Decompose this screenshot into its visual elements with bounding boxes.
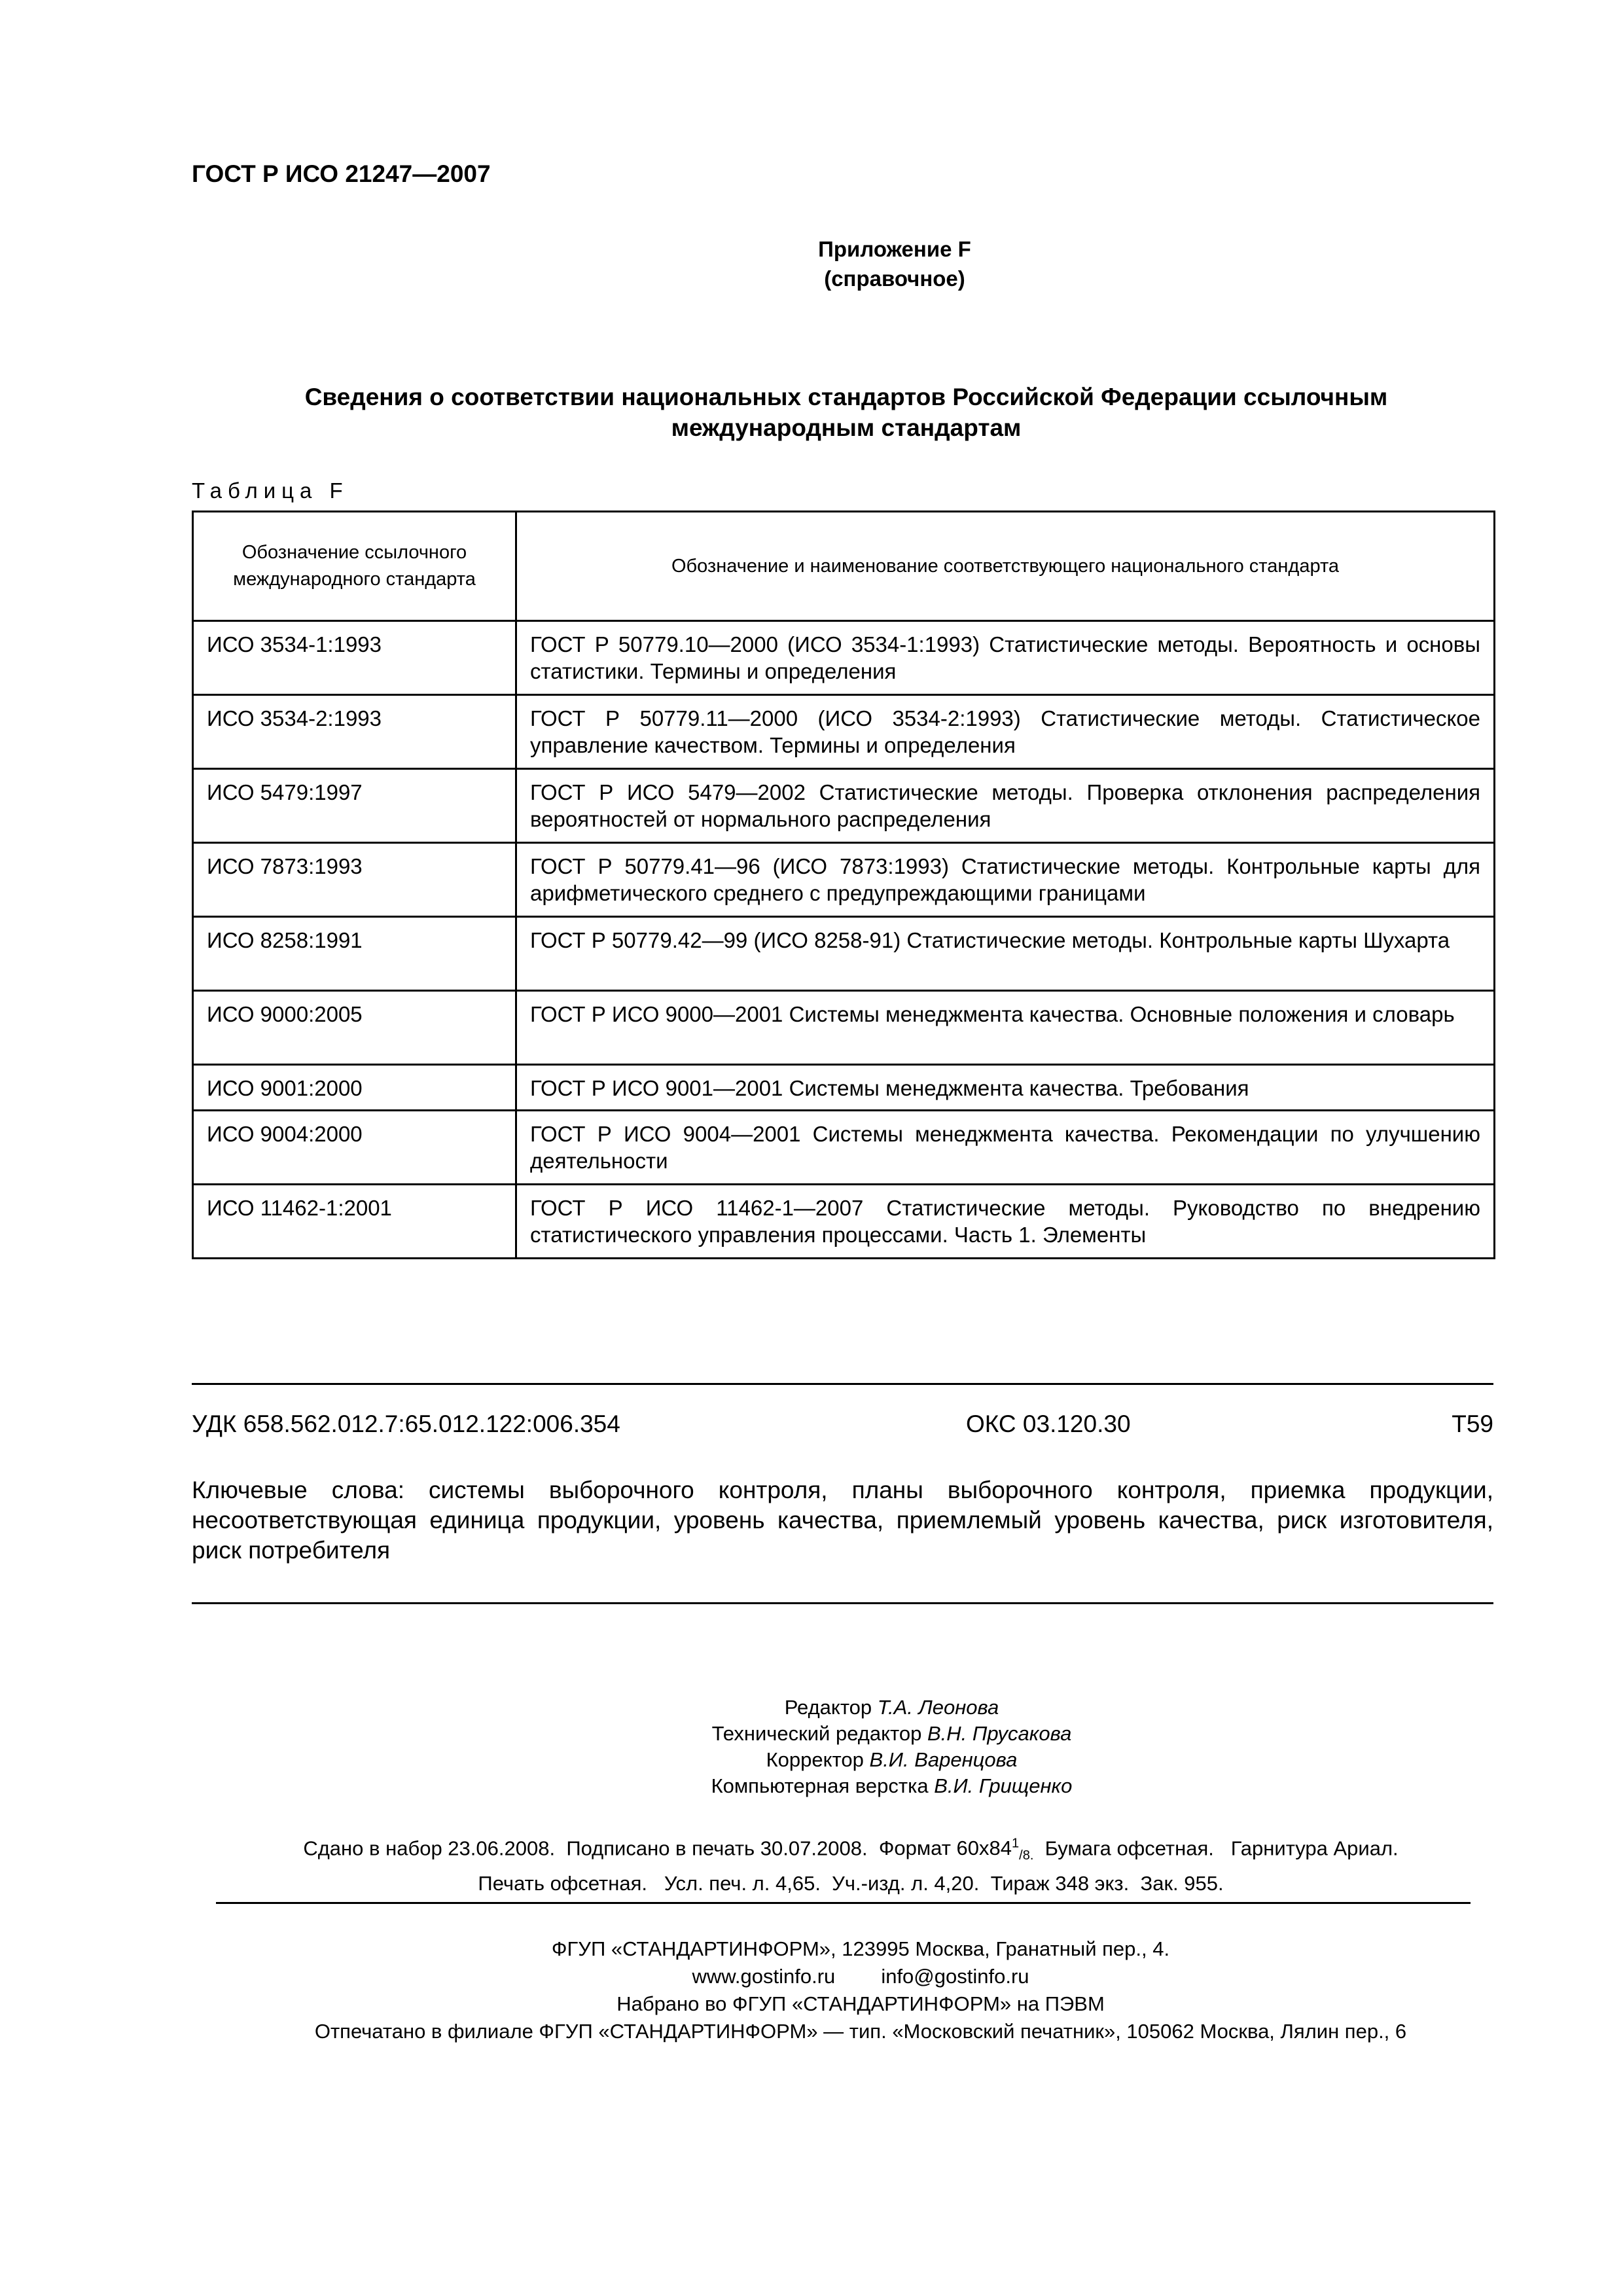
section-title bbox=[192, 382, 1501, 443]
table-row bbox=[193, 1111, 1495, 1185]
imprint-pub-sheets: Уч.-изд. л. 4,20. bbox=[832, 1871, 980, 1895]
international-standard-cell: ИСО 11462-1:2001 bbox=[193, 1185, 516, 1259]
credit-proofreader bbox=[0, 1747, 1623, 1773]
national-standard-cell: ГОСТ Р 50779.41—96 (ИСО 7873:1993) Статистические методы. Контрольные карты для арифметического среднего с предупреждающими границами bbox=[516, 843, 1495, 917]
table-row bbox=[193, 843, 1495, 917]
table-row bbox=[193, 917, 1495, 991]
credit-layout bbox=[0, 1773, 1623, 1799]
credit-role: Технический редактор bbox=[711, 1722, 922, 1745]
imprint-print-sheets: Усл. печ. л. 4,65. bbox=[664, 1871, 821, 1895]
credit-name: В.И. Варенцова bbox=[869, 1748, 1018, 1771]
publisher-website: www.gostinfo.ru bbox=[692, 1965, 836, 1988]
national-standard-cell: ГОСТ Р ИСО 9004—2001 Системы менеджмента качества. Рекомендации по улучшению деятельности bbox=[516, 1111, 1495, 1185]
imprint-order: Зак. 955. bbox=[1140, 1871, 1224, 1895]
national-standard-cell: ГОСТ Р ИСО 11462-1—2007 Статистические методы. Руководство по внедрению статистического управления процессами. Часть 1. Элементы bbox=[516, 1185, 1495, 1259]
publisher-typeset: Набрано во ФГУП «СТАНДАРТИНФОРМ» на ПЭВМ bbox=[616, 1992, 1105, 2015]
keywords-paragraph: Ключевые слова: системы выборочного контроля, планы выборочного контроля, приемка продукции, несоответствующая единица продукции, уровень качества, приемлемый уровень качества, риск изготовителя, риск потребителя bbox=[192, 1477, 1493, 1564]
table-row bbox=[193, 769, 1495, 843]
imprint-print: Печать офсетная. bbox=[478, 1871, 648, 1895]
credit-role: Компьютерная верстка bbox=[711, 1774, 929, 1797]
category-code: Т59 bbox=[1452, 1410, 1493, 1437]
classification-line bbox=[192, 1410, 1493, 1438]
national-standard-cell: ГОСТ Р 50779.42—99 (ИСО 8258-91) Статистические методы. Контрольные карты Шухарта bbox=[516, 917, 1495, 991]
editorial-credits bbox=[0, 1695, 1623, 1799]
national-standard-cell: ГОСТ Р 50779.10—2000 (ИСО 3534-1:1993) Статистические методы. Вероятность и основы статистики. Термины и определения bbox=[516, 621, 1495, 695]
annex-title: Приложение F bbox=[818, 237, 971, 261]
section-title-line-1: Сведения о соответствии национальных стандартов Российской Федерации ссылочным bbox=[304, 384, 1388, 410]
imprint-paper: Бумага офсетная. bbox=[1044, 1837, 1214, 1860]
oks-code: ОКС 03.120.30 bbox=[966, 1410, 1131, 1437]
table-row bbox=[193, 991, 1495, 1065]
column-header-national: Обозначение и наименование соответствующего национального стандарта bbox=[516, 512, 1495, 621]
column-header-international: Обозначение ссылочного международного стандарта bbox=[193, 512, 516, 621]
publisher-info bbox=[0, 1935, 1623, 2045]
table-label: Таблица F bbox=[192, 478, 349, 503]
imprint-format: Формат $60x84^1_{/8.}$ bbox=[878, 1837, 1034, 1863]
international-standard-cell: ИСО 5479:1997 bbox=[193, 769, 516, 843]
credit-tech-editor bbox=[0, 1721, 1623, 1747]
divider-bottom bbox=[216, 1902, 1471, 1904]
document-number-header: ГОСТ Р ИСО 21247—2007 bbox=[192, 160, 491, 187]
publisher-address: ФГУП «СТАНДАРТИНФОРМ», 123995 Москва, Гранатный пер., 4. bbox=[551, 1937, 1170, 1960]
credit-name: Т.А. Леонова bbox=[877, 1696, 999, 1719]
standards-correspondence-table bbox=[192, 511, 1495, 1259]
credit-role: Редактор bbox=[784, 1696, 872, 1719]
credit-name: В.Н. Прусакова bbox=[927, 1722, 1072, 1745]
udk-code: УДК 658.562.012.7:65.012.122:006.354 bbox=[192, 1410, 620, 1437]
national-standard-cell: ГОСТ Р 50779.11—2000 (ИСО 3534-2:1993) Статистические методы. Статистическое управление качеством. Термины и определения bbox=[516, 695, 1495, 769]
imprint-line-2 bbox=[0, 1870, 1623, 1897]
imprint-line-1 bbox=[0, 1830, 1623, 1870]
imprint-sent: Сдано в набор 23.06.2008. bbox=[303, 1837, 556, 1860]
credit-name: В.И. Грищенко bbox=[934, 1774, 1073, 1797]
annex-status: (справочное) bbox=[824, 266, 965, 291]
national-standard-cell: ГОСТ Р ИСО 9000—2001 Системы менеджмента качества. Основные положения и словарь bbox=[516, 991, 1495, 1065]
table-row bbox=[193, 1065, 1495, 1111]
national-standard-cell: ГОСТ Р ИСО 9001—2001 Системы менеджмента качества. Требования bbox=[516, 1065, 1495, 1111]
international-standard-cell: ИСО 7873:1993 bbox=[193, 843, 516, 917]
international-standard-cell: ИСО 3534-1:1993 bbox=[193, 621, 516, 695]
imprint-run: Тираж 348 экз. bbox=[990, 1871, 1130, 1895]
table-row bbox=[193, 695, 1495, 769]
international-standard-cell: ИСО 9001:2000 bbox=[193, 1065, 516, 1111]
divider-middle bbox=[192, 1602, 1493, 1604]
section-title-line-2: международным стандартам bbox=[671, 414, 1022, 441]
publisher-printed: Отпечатано в филиале ФГУП «СТАНДАРТИНФОРМ» — тип. «Московский печатник», 105062 Москва, Лялин пер., 6 bbox=[314, 2020, 1407, 2043]
table-row bbox=[193, 1185, 1495, 1259]
table-row bbox=[193, 621, 1495, 695]
imprint-signed: Подписано в печать 30.07.2008. bbox=[566, 1837, 868, 1860]
international-standard-cell: ИСО 8258:1991 bbox=[193, 917, 516, 991]
credit-editor bbox=[0, 1695, 1623, 1721]
table-header-row bbox=[193, 512, 1495, 621]
international-standard-cell: ИСО 9000:2005 bbox=[193, 991, 516, 1065]
divider-top bbox=[192, 1383, 1493, 1385]
national-standard-cell: ГОСТ Р ИСО 5479—2002 Статистические методы. Проверка отклонения распределения вероятностей от нормального распределения bbox=[516, 769, 1495, 843]
imprint-typeface: Гарнитура Ариал. bbox=[1230, 1837, 1399, 1860]
international-standard-cell: ИСО 9004:2000 bbox=[193, 1111, 516, 1185]
print-imprint bbox=[0, 1830, 1623, 1897]
publisher-contacts bbox=[0, 1963, 1623, 1990]
publisher-email: info@gostinfo.ru bbox=[881, 1965, 1029, 1988]
international-standard-cell: ИСО 3534-2:1993 bbox=[193, 695, 516, 769]
annex-heading bbox=[0, 234, 1623, 293]
credit-role: Корректор bbox=[766, 1748, 864, 1771]
